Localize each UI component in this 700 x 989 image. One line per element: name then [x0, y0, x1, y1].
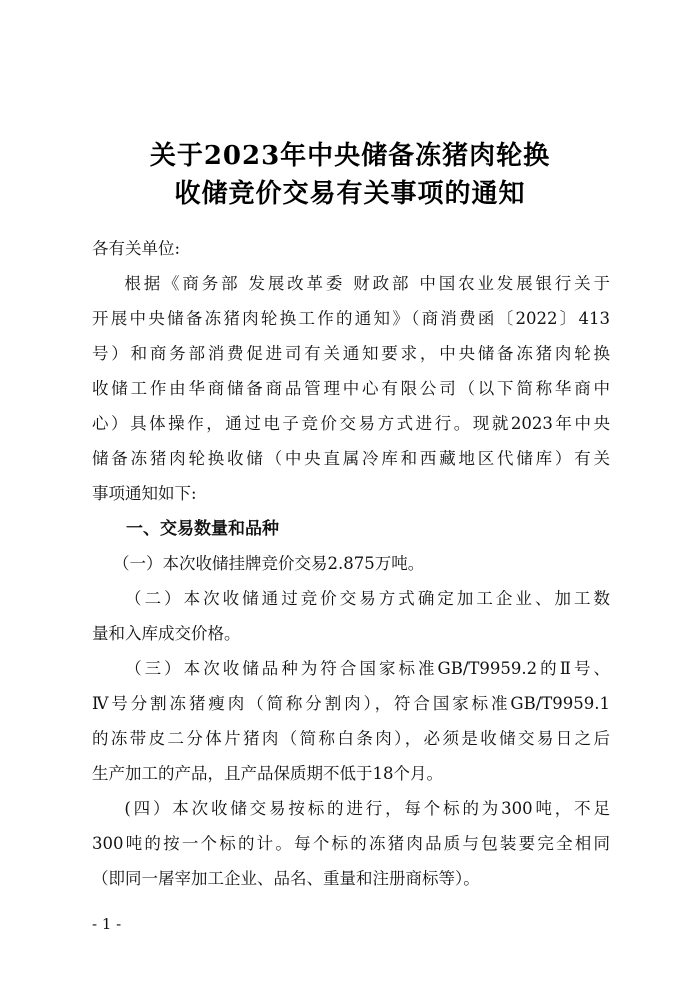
paragraph-line: 根据《商务部 发展改革委 财政部 中国农业发展银行关于 [92, 274, 610, 293]
paragraph-line: 300吨的按一个标的计。每个标的冻猪肉品质与包装要完全相同 [92, 834, 610, 853]
paragraph-line: （一）本次收储挂牌竞价交易2.875万吨。 [92, 554, 425, 573]
paragraph-line: 收储工作由华商储备商品管理中心有限公司（以下简称华商中 [92, 379, 610, 398]
paragraph-line: Ⅳ号分割冻猪瘦肉（简称分割肉），符合国家标准GB/T9959.1 [92, 694, 610, 713]
paragraph-line: 的冻带皮二分体片猪肉（简称白条肉），必须是收储交易日之后 [92, 729, 610, 748]
document-title-line-2: 收储竞价交易有关事项的通知 [174, 179, 526, 209]
paragraph-line: 量和入库成交价格。 [92, 624, 241, 643]
paragraph-line: （二）本次收储通过竞价交易方式确定加工企业、加工数 [92, 589, 610, 608]
paragraph-line: 事项通知如下: [92, 484, 197, 503]
section-heading: 一、交易数量和品种 [126, 519, 279, 539]
salutation: 各有关单位: [92, 239, 181, 258]
document-title-line-1: 关于2023年中央储备冻猪肉轮换 [149, 141, 551, 171]
paragraph-line: (四）本次收储交易按标的进行，每个标的为300吨，不足 [92, 799, 610, 818]
paragraph-line: 储备冻猪肉轮换收储（中央直属冷库和西藏地区代储库）有关 [92, 449, 610, 468]
page-number: - 1 - [92, 915, 122, 933]
paragraph-line: 生产加工的产品，且产品保质期不低于18个月。 [92, 764, 443, 783]
paragraph-line: 号）和商务部消费促进司有关通知要求，中央储备冻猪肉轮换 [92, 344, 610, 363]
paragraph-line: （即同一屠宰加工企业、品名、重量和注册商标等）。 [92, 869, 480, 888]
paragraph-line: 心）具体操作，通过电子竞价交易方式进行。现就2023年中央 [92, 414, 610, 433]
paragraph-line: 开展中央储备冻猪肉轮换工作的通知》（商消费函〔2022〕413 [92, 309, 610, 328]
paragraph-line: （三）本次收储品种为符合国家标准GB/T9959.2的Ⅱ号、 [92, 659, 610, 678]
